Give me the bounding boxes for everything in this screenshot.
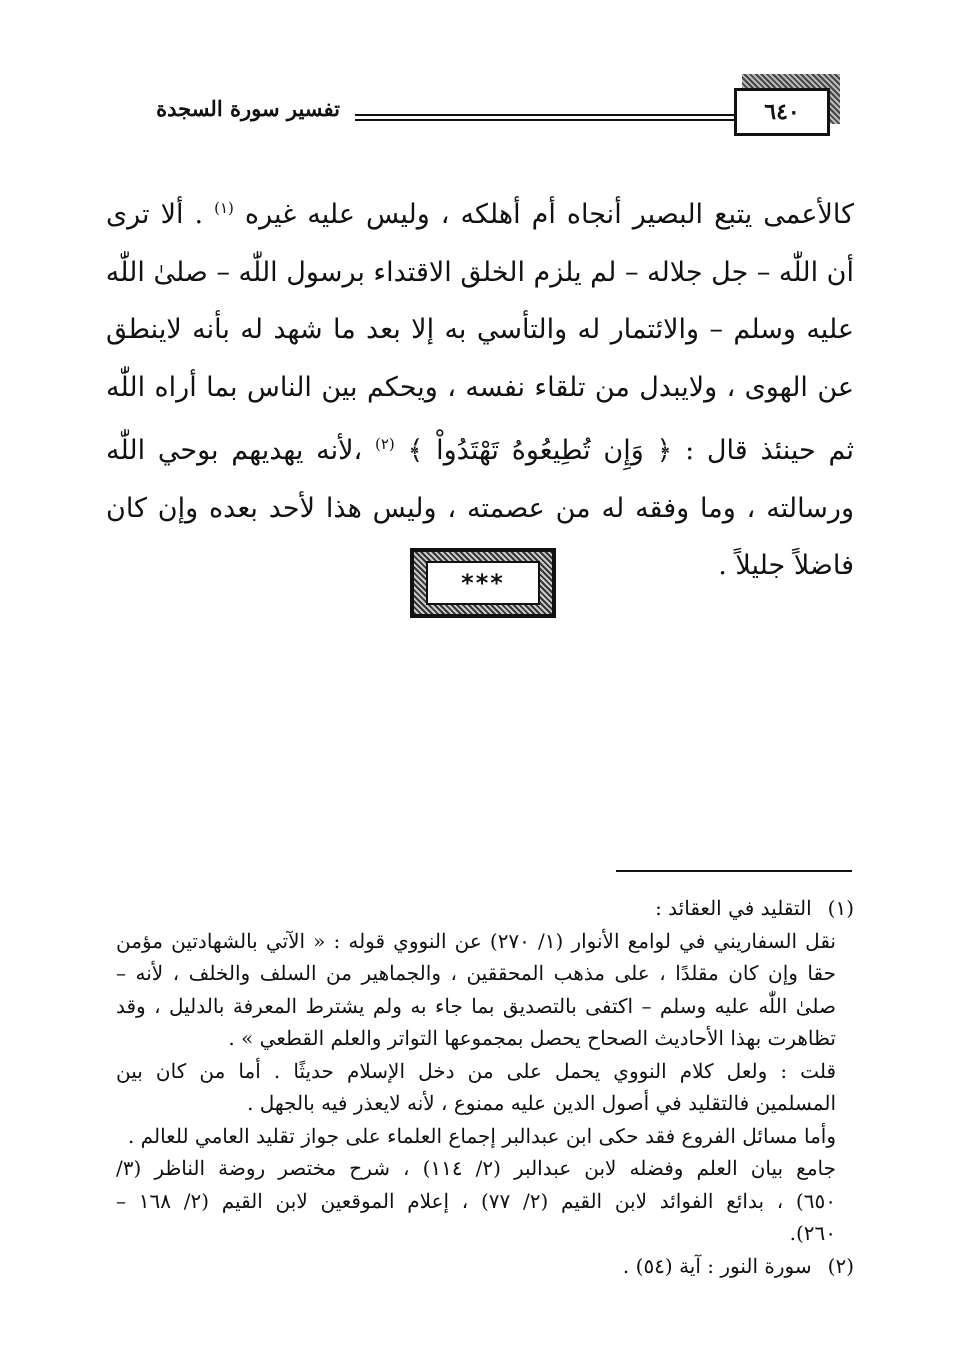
footnote-1-body [116, 925, 854, 1250]
section-separator [410, 548, 556, 618]
body-line-1: كالأعمى يتبع البصير أنجاه أم أهلكه ، وليس عليه غيره $^{(١)}$ . ألا ترى [106, 199, 854, 230]
header-rule [355, 114, 734, 121]
surah-title: تفسير سورة السجدة [156, 96, 340, 121]
footnote-1-line: المسلمين فالتقليد في أصول الدين عليه ممنوع ، لأنه لايعذر فيه بالجهل . [247, 1091, 836, 1115]
footnote-2: (٢) سورة النور : آية (٥٤) . [116, 1250, 854, 1283]
footnote-1-line: تظاهرت بهذا الأحاديث الصحاح يحصل بمجموعها التواتر والعلم القطعي » . [228, 1026, 836, 1050]
body-line-5: ثم حينئذ قال : ﴿ وَإِن تُطِيعُوهُ تَهْتَدُواْ ﴾ $^{(٢)}$ ،لأنه يهديهم بوحي اللّٰه [106, 435, 854, 466]
quran-quote: ثم حينئذ قال : ﴿ وَإِن تُطِيعُوهُ تَهْتَدُواْ ﴾ [407, 435, 854, 466]
footnotes [116, 892, 854, 1282]
body-line-7: فاضلاً جليلاً . [718, 550, 854, 581]
footnote-2-number: (٢) [827, 1253, 854, 1278]
footnote-1-line: حقا وإن كان مقلدًا ، على مذهب المحققين ، والجماهير من السلف والخلف ، لأنه – [116, 961, 836, 985]
footnote-1-line: صلىٰ اللّٰه عليه وسلم – اكتفى بالتصديق بما جاء به ولم يشترط المعرفة بالدليل ، وقد [116, 993, 836, 1018]
footnote-1-line: وأما مسائل الفروع فقد حكى ابن عبدالبر إجماع العلماء على جواز تقليد العامي للعالم . [127, 1123, 836, 1148]
body-line-2: أن اللّٰه – جل جلاله – لم يلزم الخلق الاقتداء برسول اللّٰه – صلىٰ اللّٰه [105, 256, 854, 288]
footnote-1-number: (١) [827, 896, 854, 920]
footnote-1-line: جامع بيان العلم وفضله لابن عبدالبر (٢/ ١١٤) ، شرح مختصر روضة الناظر (٣/ [116, 1156, 836, 1180]
body-line-6: ورسالته ، وما وفقه له من عصمته ، وليس هذا لأحد بعده وإن كان [106, 492, 854, 524]
body-line-3: عليه وسلم – والائتمار له والتأسي به إلا بعد ما شهد له بأنه لاينطق [106, 314, 854, 345]
footnote-1-line: ٢٦٠). [789, 1221, 836, 1245]
footnote-1-heading: (١) التقليد في العقائد : [116, 892, 854, 925]
footnote-rule [616, 870, 852, 872]
body-line-4: عن الهوى ، ولايبدل من تلقاء نفسه ، ويحكم بين الناس بما أراه اللّٰه [106, 371, 854, 403]
separator-stars: *** [426, 561, 540, 605]
page-number: ٦٤٠ [734, 88, 830, 136]
footnote-ref-2[interactable]: (٢) [375, 435, 395, 453]
footnote-ref-1[interactable]: (١) [214, 199, 234, 217]
footnote-1-line: نقل السفاريني في لوامع الأنوار (١/ ٢٧٠) عن النووي قوله : « الآتي بالشهادتين مؤمن [116, 928, 836, 953]
footnote-1-line: ٦٥٠) ، بدائع الفوائد لابن القيم (٢/ ٧٧) ، إعلام الموقعين لابن القيم (٢/ ١٦٨ – [116, 1188, 836, 1213]
footnote-1-line: قلت : ولعل كلام النووي يحمل على من دخل الإسلام حديثًا . أما من كان بين [116, 1058, 836, 1083]
body-text [106, 180, 854, 595]
